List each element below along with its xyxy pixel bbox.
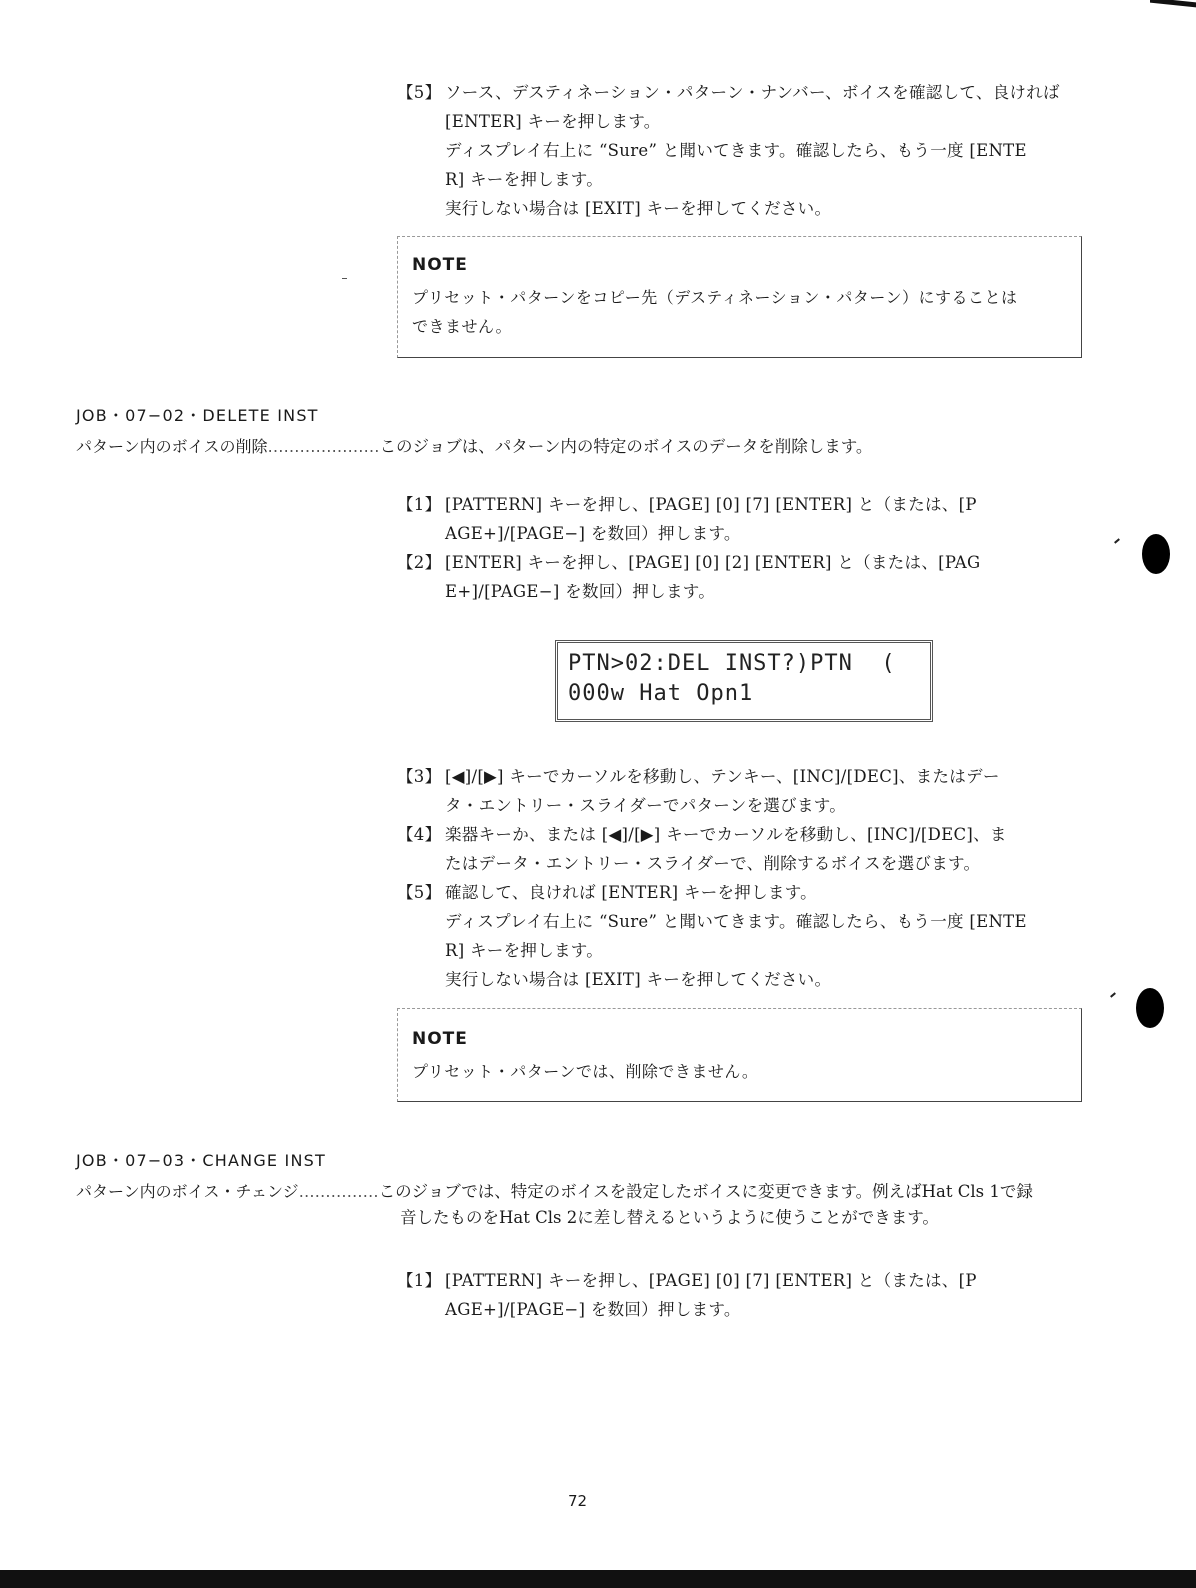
step-text: 実行しない場合は [EXIT] キーを押してください。 bbox=[445, 199, 832, 218]
step-text: 実行しない場合は [EXIT] キーを押してください。 bbox=[445, 970, 832, 989]
bottom-border bbox=[0, 1570, 1196, 1588]
margin-dot bbox=[1136, 988, 1164, 1028]
step-text: [ENTER] キーを押します。 bbox=[445, 112, 661, 131]
job-description-cont: 音したものをHat Cls 2に差し替えるというように使うことができます。 bbox=[400, 1208, 939, 1227]
step-number: 【1】 bbox=[397, 1271, 442, 1290]
margin-tick bbox=[1114, 538, 1120, 543]
step-5 bbox=[397, 878, 1087, 994]
step-2 bbox=[397, 548, 1087, 606]
job-subtitle-row bbox=[76, 432, 1086, 461]
note-title: NOTE bbox=[412, 1029, 468, 1049]
step-text: R] キーを押します。 bbox=[445, 170, 604, 189]
step-number: 【4】 bbox=[397, 825, 442, 844]
step-text: ディスプレイ右上に “Sure” と聞いてきます。確認したら、もう一度 [ENTE bbox=[445, 912, 1027, 931]
leader-dots: ………………… bbox=[267, 437, 380, 456]
step-1 bbox=[397, 490, 1087, 548]
lcd-line-1: PTN>02:DEL INST?)PTN ( bbox=[568, 651, 896, 676]
step-text: [PATTERN] キーを押し、[PAGE] [0] [7] [ENTER] と（または、[P bbox=[445, 495, 977, 514]
step-number: 【2】 bbox=[397, 553, 442, 572]
note-box bbox=[397, 236, 1082, 358]
note-box bbox=[397, 1008, 1082, 1102]
step-text: AGE+]/[PAGE−] を数回）押します。 bbox=[445, 1300, 741, 1319]
step-number: 【5】 bbox=[397, 83, 442, 102]
step-text: たはデータ・エントリー・スライダーで、削除するボイスを選びます。 bbox=[445, 854, 981, 873]
step-5-top bbox=[397, 78, 1087, 223]
page-number: 72 bbox=[568, 1492, 588, 1510]
step-text: ディスプレイ右上に “Sure” と聞いてきます。確認したら、もう一度 [ENTE bbox=[445, 141, 1027, 160]
step-text: R] キーを押します。 bbox=[445, 941, 604, 960]
corner-mark bbox=[1150, 0, 1196, 7]
margin-tick bbox=[1110, 992, 1116, 997]
step-text: 楽器キーか、または [◀]/[▶] キーでカーソルを移動し、[INC]/[DEC]、ま bbox=[445, 825, 1007, 844]
job-subtitle-row bbox=[76, 1177, 1086, 1206]
note-text: プリセット・パターンをコピー先（デスティネーション・パターン）にすることは できません。 bbox=[412, 288, 1018, 336]
lcd-line-2: 000w Hat Opn1 bbox=[568, 681, 754, 706]
step-number: 【3】 bbox=[397, 767, 442, 786]
step-3 bbox=[397, 762, 1087, 820]
step-text: ソース、デスティネーション・パターン・ナンバー、ボイスを確認して、良ければ bbox=[445, 83, 1060, 102]
job-subtitle: パターン内のボイスの削除 bbox=[76, 437, 268, 456]
step-number: 【1】 bbox=[397, 495, 442, 514]
step-1 bbox=[397, 1266, 1087, 1324]
lcd-display bbox=[555, 640, 933, 722]
step-text: [PATTERN] キーを押し、[PAGE] [0] [7] [ENTER] と（または、[P bbox=[445, 1271, 977, 1290]
margin-dot bbox=[1142, 534, 1170, 574]
step-text: AGE+]/[PAGE−] を数回）押します。 bbox=[445, 524, 741, 543]
step-text: E+]/[PAGE−] を数回）押します。 bbox=[445, 582, 716, 601]
job-heading: JOB・07−02・DELETE INST bbox=[76, 406, 319, 425]
job-heading: JOB・07−03・CHANGE INST bbox=[76, 1151, 326, 1170]
step-text: 確認して、良ければ [ENTER] キーを押します。 bbox=[445, 883, 817, 902]
step-text: [ENTER] キーを押し、[PAGE] [0] [2] [ENTER] と（または、[PAG bbox=[445, 553, 981, 572]
stray-mark bbox=[342, 278, 347, 279]
leader-dots: …………… bbox=[298, 1182, 379, 1201]
note-title: NOTE bbox=[412, 255, 468, 275]
step-text: タ・エントリー・スライダーでパターンを選びます。 bbox=[445, 796, 847, 815]
job-description: このジョブでは、特定のボイスを設定したボイスに変更できます。例えばHat Cls 1で録 bbox=[378, 1182, 1033, 1201]
step-4 bbox=[397, 820, 1087, 878]
step-number: 【5】 bbox=[397, 883, 442, 902]
job-description: このジョブは、パターン内の特定のボイスのデータを削除します。 bbox=[379, 437, 873, 456]
job-subtitle: パターン内のボイス・チェンジ bbox=[76, 1182, 299, 1201]
step-text: [◀]/[▶] キーでカーソルを移動し、テンキー、[INC]/[DEC]、またはデー bbox=[445, 767, 1000, 786]
note-text: プリセット・パターンでは、削除できません。 bbox=[412, 1062, 759, 1081]
